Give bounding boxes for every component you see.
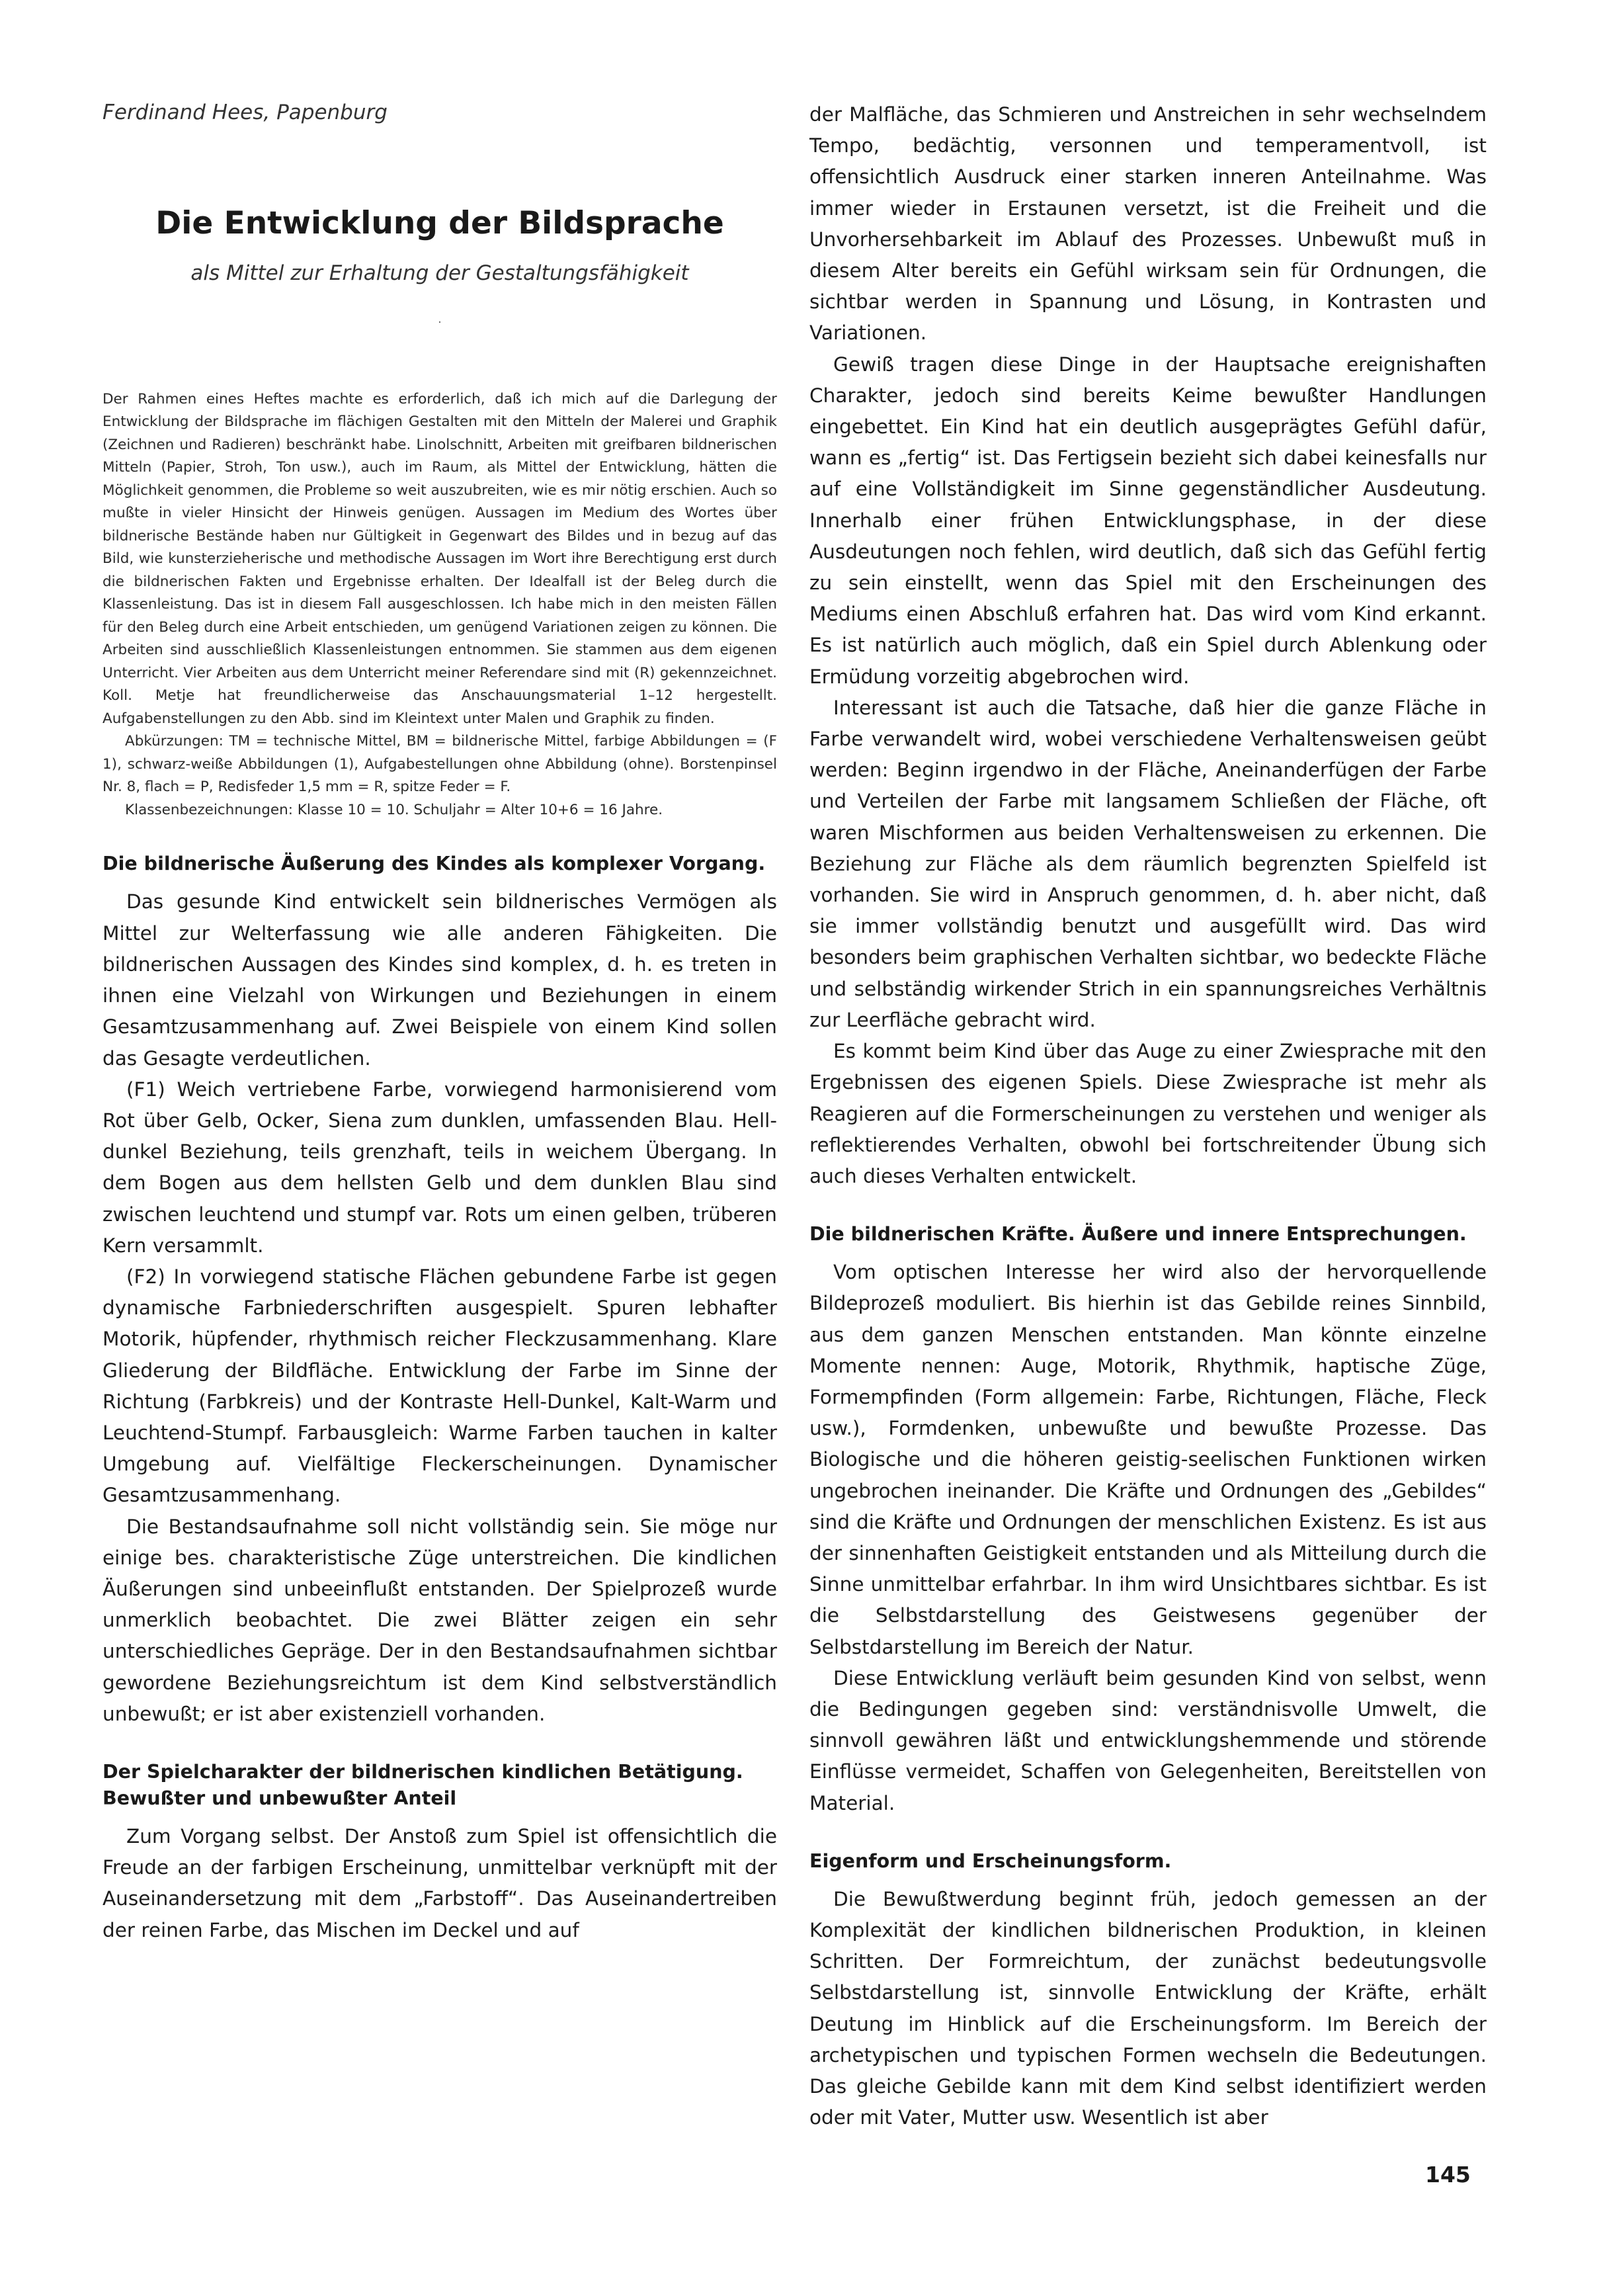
page-number: 145: [1425, 2162, 1471, 2188]
continuation-body: [809, 99, 1487, 1192]
section-heading: Eigenform und Erscheinungsform.: [809, 1850, 1172, 1872]
section-body: [809, 1257, 1487, 1819]
body-paragraph: Gewiß tragen diese Dinge in der Hauptsache ereignishaften Charakter, jedoch sind bereits Keime bewußter Handlungen eingebettet. Ein Kind hat ein deutlich ausgeprägtes Gefühl dafür, wann es „fertig“ ist. Das Fertigsein bezieht sich dabei keinesfalls nur auf eine Vollständigkeit im Sinne gegenständlicher Ausdeutung. Innerhalb einer frühen Entwicklungsphase, in der diese Ausdeutungen noch fehlen, wird deutlich, daß sich das Gefühl fertig zu sein einstellt, wenn das Spiel mit den Erscheinungen des Mediums einen Abschluß erfahren hat. Das wird vom Kind erkannt. Es ist natürlich auch möglich, daß ein Spiel durch Ablenkung oder Ermüdung vorzeitig abgebrochen wird.: [809, 353, 1487, 688]
body-paragraph: Diese Entwicklung verläuft beim gesunden Kind von selbst, wenn die Bedingungen gegeben sind: verständnisvolle Umwelt, die sinnvoll gewähren läßt und entwicklungshemmende und störende Einflüsse vermeidet, Schaffen von Gelegenheiten, Bereitstellen von Material.: [809, 1666, 1487, 1814]
right-column: [809, 99, 1487, 2133]
body-paragraph: Das gesunde Kind entwickelt sein bildnerisches Vermögen als Mittel zur Welterfassung wie alle anderen Fähigkeiten. Die bildnerischen Aussagen des Kindes sind komplex, d. h. es treten in ihnen eine Vielzahl von Wirkungen und Beziehungen in einem Gesamtzusammenhang auf. Zwei Beispiele von einem Kind sollen das Gesagte verdeutlichen.: [103, 890, 777, 1070]
body-paragraph: Die Bestandsaufnahme soll nicht vollständig sein. Sie möge nur einige bes. charakteristische Züge unterstreichen. Die kindlichen Äußerungen sind unbeeinflußt entstanden. Der Spielprozeß wurde unmerklich beobachtet. Die zwei Blätter zeigen ein sehr unterschiedliches Gepräge. Der in den Bestandsaufnahmen sichtbar gewordene Beziehungsreichtum ist dem Kind selbstverständlich unbewußt; er ist aber existenziell vorhanden.: [103, 1515, 777, 1725]
body-paragraph: Vom optischen Interesse her wird also der hervorquellende Bildeprozeß moduliert. Bis hierhin ist das Gebilde reines Sinnbild, aus dem ganzen Menschen entstanden. Man könnte einzelne Momente nennen: Auge, Motorik, Rhythmik, haptische Züge, Formempfinden (Form allgemein: Farbe, Richtungen, Fläche, Fleck usw.), Formdenken, unbewußte und bewußte Prozesse. Das Biologische und die höheren geistig-seelischen Funktionen wirken ungebrochen ineinander. Die Kräfte und Ordnungen des „Gebildes“ sind die Kräfte und Ordnungen der menschlichen Existenz. Es ist aus der sinnenhaften Geistigkeit entstanden und als Mitteilung durch die Sinne unmittelbar erfahrbar. In ihm wird Unsichtbares sichtbar. Es ist die Selbstdarstellung des Geistwesens gegenüber der Selbstdarstellung im Bereich der Natur.: [809, 1261, 1487, 1658]
body-paragraph: Die Bewußtwerdung beginnt früh, jedoch gemessen an der Komplexität der kindlichen bildnerischen Produktion, in kleinen Schritten. Der Formreichtum, der zunächst bedeutungsvolle Selbstdarstellung ist, sinnvolle Entwicklung der Kräfte, erhält Deutung im Hinblick auf die Erscheinungsform. Im Bereich der archetypischen und typischen Formen wechseln die Bedeutungen. Das gleiche Gebilde kann mit dem Kind selbst identifiziert werden oder mit Vater, Mutter usw. Wesentlich ist aber: [809, 1887, 1487, 2129]
section-body: [103, 1821, 777, 1946]
body-paragraph: Interessant ist auch die Tatsache, daß hier die ganze Fläche in Farbe verwandelt wird, wobei verschiedene Verhaltensweisen geübt werden: Beginn irgendwo in der Fläche, Aneinanderfügen der Farbe und Verteilen der Farbe mit langsamem Schließen der Fläche, oft waren Mischformen aus beiden Verhaltensweisen zu erkennen. Die Beziehung zur Fläche als dem räumlich begrenzten Spielfeld ist vorhanden. Sie wird in Anspruch genommen, d. h. aber nicht, daß sie immer vollständig benutzt und ausgefüllt wird. Das wird besonders beim graphischen Verhalten sichtbar, wo bedeckte Fläche und selbständig wirkender Strich in ein spannungsreiches Verhältnis zur Leerfläche gebracht wird.: [809, 696, 1487, 1031]
section-heading: Der Spielcharakter der bildnerischen kindlichen Betätigung. Bewußter und unbewußter Anteil: [103, 1760, 743, 1809]
intro-paragraph: Der Rahmen eines Heftes machte es erforderlich, daß ich mich auf die Darlegung der Entwicklung der Bildsprache im flächigen Gestalten mit den Mitteln der Malerei und Graphik (Zeichnen und Radieren) beschränkt habe. Linolschnitt, Arbeiten mit greifbaren bildnerischen Mitteln (Papier, Stroh, Ton usw.), auch im Raum, als Mittel der Entwicklung, hätten die Möglichkeit genommen, die Probleme so weit auszubreiten, wie es mir nötig erschien. Auch so mußte in vieler Hinsicht der Hinweis genügen. Aussagen im Medium des Wortes über bildnerische Bestände haben nur Gültigkeit in Gegenwart des Bildes und in bezug auf das Bild, wie kunsterzieherische und methodische Aussagen im Wort ihre Berechtigung erst durch die bildnerischen Fakten und Ergebnisse erhalten. Der Idealfall ist der Beleg durch die Klassenleistung. Das ist in diesem Fall ausgeschlossen. Ich habe mich in den meisten Fällen für den Beleg durch eine Arbeit entschieden, um genügend Variationen zeigen zu können. Die Arbeiten sind ausschließlich Klassenleistungen entnommen. Sie stammen aus dem eigenen Unterricht. Vier Arbeiten aus dem Unterricht meiner Referendare sind mit (R) gekennzeichnet. Koll. Metje hat freundlicherweise das Anschauungsmaterial 1–12 hergestellt. Aufgabenstellungen zu den Abb. sind im Kleintext unter Malen und Graphik zu finden.: [103, 390, 777, 727]
body-paragraph: (F2) In vorwiegend statische Flächen gebundene Farbe ist gegen dynamische Farbniederschriften ausgespielt. Spuren lebhafter Motorik, hüpfender, rhythmisch reicher Fleckzusammenhang. Klare Gliederung der Bildfläche. Entwicklung der Farbe im Sinne der Richtung (Farbkreis) und der Kontraste Hell-Dunkel, Kalt-Warm und Leuchtend-Stumpf. Farbausgleich: Warme Farben tauchen in kalter Umgebung auf. Vielfältige Fleckerscheinungen. Dynamischer Gesamtzusammenhang.: [103, 1265, 777, 1507]
body-paragraph: (F1) Weich vertriebene Farbe, vorwiegend harmonisierend vom Rot über Gelb, Ocker, Siena zum dunklen, umfassenden Blau. Hell-dunkel Beziehung, teils grenzhaft, teils in weichem Übergang. In dem Bogen aus dem hellsten Gelb und dem dunklen Blau sind zwischen leuchtend und stumpf var. Rots um einen gelben, trüberen Kern versammlt.: [103, 1078, 777, 1257]
body-paragraph: Zum Vorgang selbst. Der Anstoß zum Spiel ist offensichtlich die Freude an der farbigen Erscheinung, unmittelbar verknüpft mit der Auseinandersetzung mit dem „Farbstoff“. Das Auseinandertreiben der reinen Farbe, das Mischen im Deckel und auf: [103, 1824, 777, 1941]
section-heading: Die bildnerische Äußerung des Kindes als komplexer Vorgang.: [103, 853, 766, 875]
section-body: [809, 1884, 1487, 2134]
body-paragraph: Es kommt beim Kind über das Auge zu einer Zwiesprache mit den Ergebnissen des eigenen Spiels. Diese Zwiesprache ist mehr als Reagieren auf die Formerscheinungen zu verstehen und weniger als reflektierendes Verhalten, obwohl bei fortschreitender Übung sich auch dieses Verhalten entwickelt.: [809, 1040, 1487, 1187]
body-paragraph: der Malfläche, das Schmieren und Anstreichen in sehr wechselndem Tempo, bedächtig, versonnen und temperamentvoll, ist offensichtlich Ausdruck einer starken inneren Anteilnahme. Was immer wieder in Erstaunen versetzt, ist die Freiheit und die Unvorhersehbarkeit im Ablauf des Prozesses. Unbewußt muß in diesem Alter bereits ein Gefühl wirksam sein für Ordnungen, die sichtbar werden in Spannung und Lösung, in Kontrasten und Variationen.: [809, 103, 1487, 345]
author-line: Ferdinand Hees, Papenburg: [103, 101, 388, 124]
ornament-dot: ·: [438, 315, 442, 329]
article-subtitle: als Mittel zur Erhaltung der Gestaltungsfähigkeit: [190, 261, 689, 285]
intro-text: [103, 388, 777, 822]
left-column: [103, 99, 777, 1946]
article-title: Die Entwicklung der Bildsprache: [155, 205, 724, 242]
intro-abbreviations: Abkürzungen: TM = technische Mittel, BM = bildnerische Mittel, farbige Abbildungen = (F 1), schwarz-weiße Abbildungen (1), Aufgabestellungen ohne Abbildung (ohne). Borstenpinsel Nr. 8, flach = P, Redisfeder 1,5 mm = R, spitze Feder = F.: [103, 733, 777, 796]
intro-class-names: Klassenbezeichnungen: Klasse 10 = 10. Schuljahr = Alter 10+6 = 16 Jahre.: [125, 801, 663, 818]
section-body: [103, 886, 777, 1729]
section-heading: Die bildnerischen Kräfte. Äußere und innere Entsprechungen.: [809, 1223, 1467, 1246]
